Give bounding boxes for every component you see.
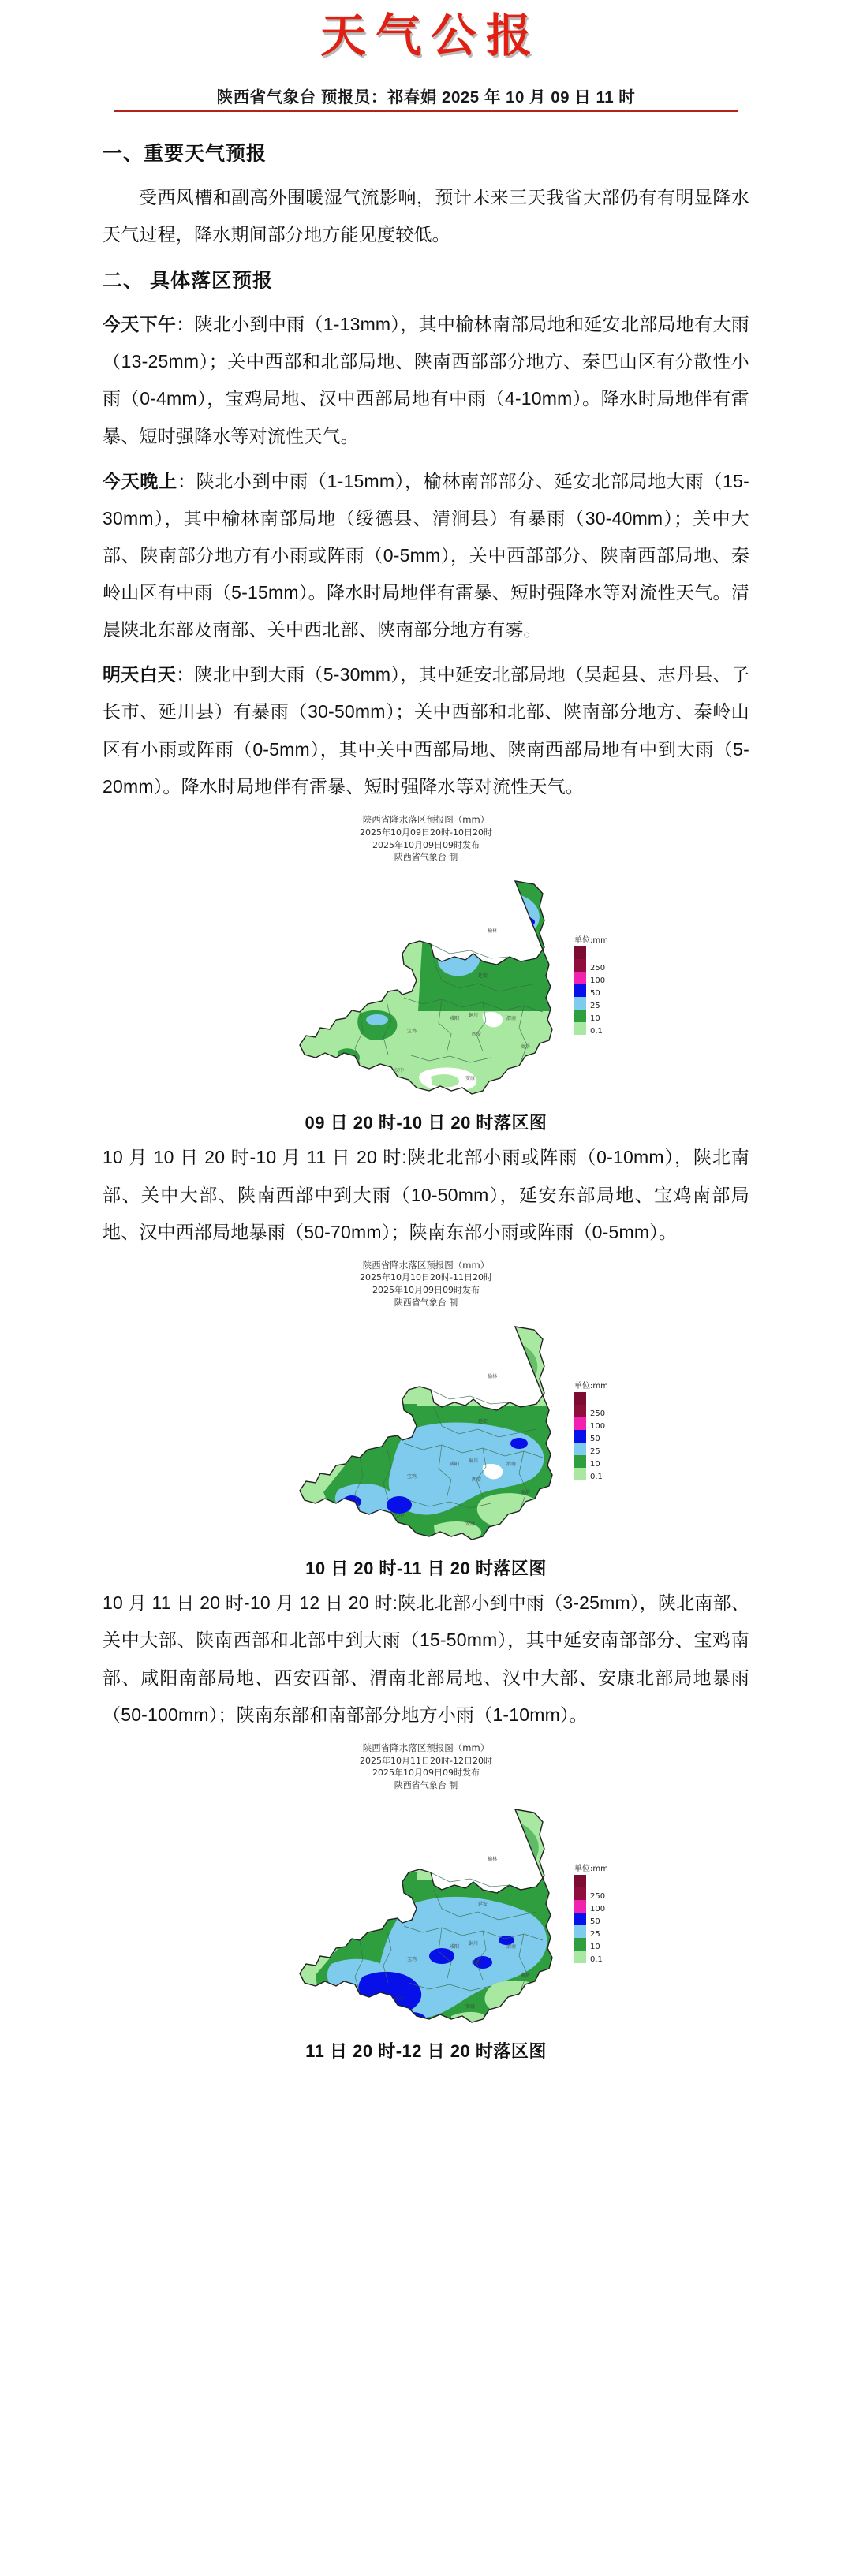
svg-text:安康: 安康 (465, 1076, 476, 1082)
legend-swatch-250-2 (574, 1405, 606, 1419)
precip-map-canvas-1 (205, 865, 647, 1102)
legend-label-100-3: 100 (590, 1905, 606, 1914)
map-header-line3-2: 2025年10月09日09时发布 (372, 1285, 480, 1296)
precip-map-canvas-3 (205, 1794, 647, 2030)
map-caption-1: 09 日 20 时-10 日 20 时落区图 (305, 1113, 547, 1133)
legend-label-01-2: 0.1 (590, 1473, 603, 1482)
legend-colorbar-1 (574, 946, 606, 1036)
map-header-line3-1: 2025年10月09日09时发布 (372, 839, 480, 850)
legend-label-25-1: 25 (590, 1002, 600, 1011)
legend-swatch-100-3 (574, 1900, 606, 1914)
svg-text:铜川: 铜川 (468, 1941, 479, 1947)
forecast-paragraph-tomorrow-daytime (103, 656, 749, 805)
forecast-lead-this-afternoon: 今天下午 (103, 314, 177, 335)
forecast-body-tonight: ：陕北小到中雨（1-15mm），榆林南部部分、延安北部局地大雨（15-30mm），其中榆林南部局地（绥德县、清涧县）有暴雨（30-40mm）；关中大部、陕南部分地方有小雨或阵雨（0-5mm），关中西部部分、陕南西部局地、秦岭山区有中雨（5-15mm）。降水时局地伴有雷暴、短时强降水等对流性天气。清晨陕北东部及南部、关中西北部、陕南部分地方有雾。 (103, 470, 749, 640)
legend-swatch-25-2 (574, 1443, 600, 1457)
svg-text:西安: 西安 (471, 1477, 482, 1484)
legend-swatch-01-2 (574, 1468, 603, 1482)
legend-swatch-01-3 (574, 1951, 603, 1965)
legend-label-10-2: 10 (590, 1460, 600, 1469)
legend-swatch-100-1 (574, 972, 606, 986)
map-header-2 (103, 1259, 749, 1309)
legend-colorbar-3 (574, 1875, 606, 1965)
forecast-lead-tomorrow-daytime: 明天白天 (103, 664, 177, 685)
map-header-3 (103, 1742, 749, 1792)
map-header-1 (103, 813, 749, 864)
map-legend-1 (574, 933, 636, 1035)
map-header-line4-2: 陕西省气象台 制 (394, 1297, 458, 1309)
map-caption-2: 10 日 20 时-11 日 20 时落区图 (305, 1559, 547, 1579)
outlook-paragraph-day2: 10 月 10 日 20 时-10 月 11 日 20 时:陕北北部小雨或阵雨（0-10mm），陕北南部、关中大部、陕南西部中到大雨（10-50mm），延安东部局地、宝鸡南部局地、汉中西部局地暴雨（50-70mm）；陕南东部小雨或阵雨（0-5mm）。 (103, 1147, 749, 1242)
legend-swatch-top-2 (574, 1392, 586, 1405)
svg-text:汉中: 汉中 (394, 1068, 405, 1074)
forecast-paragraph-tonight (103, 463, 749, 649)
forecast-body-this-afternoon: ：陕北小到中雨（1-13mm），其中榆林南部局地和延安北部局地有大雨（13-25mm）；关中西部和北部局地、陕南西部部分地方、秦巴山区有分散性小雨（0-4mm），宝鸡局地、汉中西部局地有中雨（4-10mm）。降水时局地伴有雷暴、短时强降水等对流性天气。 (103, 314, 749, 446)
legend-swatch-50-1 (574, 984, 600, 999)
legend-label-10-3: 10 (590, 1943, 600, 1952)
legend-swatch-50-2 (574, 1430, 600, 1444)
legend-swatch-top-1 (574, 946, 586, 959)
map-legend-3 (574, 1861, 636, 1963)
svg-text:商洛: 商洛 (520, 1490, 531, 1496)
svg-text:渭南: 渭南 (506, 1016, 517, 1022)
svg-text:渭南: 渭南 (506, 1944, 517, 1951)
svg-text:榆林: 榆林 (487, 928, 498, 935)
svg-text:宝鸡: 宝鸡 (406, 1474, 417, 1480)
legend-swatch-25-1 (574, 997, 600, 1011)
precip-map-figure-2 (103, 1259, 749, 1580)
precip-map-figure-3 (103, 1742, 749, 2063)
legend-label-01-3: 0.1 (590, 1955, 603, 1965)
legend-unit-label-2: 单位:mm (574, 1382, 608, 1391)
svg-text:安康: 安康 (465, 1521, 476, 1528)
svg-text:榆林: 榆林 (487, 1857, 498, 1863)
legend-label-250-2: 250 (590, 1409, 606, 1419)
legend-swatch-10-3 (574, 1938, 600, 1952)
legend-swatch-10-1 (574, 1010, 600, 1024)
forecast-lead-tonight: 今天晚上 (103, 470, 178, 491)
legend-swatch-25-3 (574, 1925, 600, 1939)
precip-map-figure-1 (103, 813, 749, 1134)
forecast-body-tomorrow-daytime: ：陕北中到大雨（5-30mm），其中延安北部局地（吴起县、志丹县、子长市、延川县）有暴雨（30-50mm）；关中西部和北部、陕南部分地方、秦岭山区有小雨或阵雨（0-5mm），其中关中西部局地、陕南西部局地有中到大雨（5-20mm）。降水时局地伴有雷暴、短时强降水等对流性天气。 (103, 664, 749, 797)
legend-swatch-50-3 (574, 1913, 600, 1927)
byline-text: 陕西省气象台 预报员：祁春娟 2025 年 10 月 09 日 11 时 (216, 88, 636, 106)
svg-text:商洛: 商洛 (520, 1973, 531, 1979)
map-header-line4-1: 陕西省气象台 制 (394, 852, 458, 863)
title-block (0, 0, 852, 66)
byline-block (114, 84, 738, 112)
svg-text:咸阳: 咸阳 (449, 1016, 460, 1022)
legend-label-25-3: 25 (590, 1930, 600, 1939)
map-header-line2-2: 2025年10月10日20时-11日20时 (360, 1272, 492, 1283)
legend-label-100-1: 100 (590, 976, 606, 986)
legend-unit-label-1: 单位:mm (574, 936, 608, 946)
outlook-paragraph-day3: 10 月 11 日 20 时-10 月 12 日 20 时:陕北北部小到中雨（3-25mm），陕北南部、关中大部、陕南西部和北部中到大雨（15-50mm），其中延安南部部分、宝鸡南部、咸阳南部局地、西安西部、渭南北部局地、汉中大部、安康北部局地暴雨（50-100mm）；陕南东部和南部部分地方小雨（1-10mm）。 (103, 1592, 749, 1725)
legend-label-25-2: 25 (590, 1447, 600, 1457)
map-header-line2-1: 2025年10月09日20时-10日20时 (360, 827, 492, 838)
svg-text:宝鸡: 宝鸡 (406, 1957, 417, 1963)
legend-label-50-2: 50 (590, 1435, 600, 1444)
svg-text:商洛: 商洛 (520, 1044, 531, 1051)
svg-text:铜川: 铜川 (468, 1458, 479, 1465)
svg-text:渭南: 渭南 (506, 1462, 517, 1468)
svg-text:延安: 延安 (477, 1902, 488, 1908)
important-forecast-paragraph: 受西风槽和副高外围暖湿气流影响，预计未来三天我省大部仍有有明显降水天气过程，降水期间部分地方能见度较低。 (103, 186, 749, 245)
svg-text:宝鸡: 宝鸡 (406, 1029, 417, 1035)
legend-label-50-3: 50 (590, 1917, 600, 1927)
svg-text:汉中: 汉中 (394, 1996, 405, 2003)
legend-label-250-3: 250 (590, 1892, 606, 1902)
svg-text:咸阳: 咸阳 (449, 1462, 460, 1468)
legend-swatch-250-3 (574, 1887, 606, 1902)
svg-text:西安: 西安 (471, 1032, 482, 1038)
legend-unit-label-3: 单位:mm (574, 1865, 608, 1874)
map-header-line1-1: 陕西省降水落区预报图（mm） (362, 813, 490, 825)
map-header-line3-3: 2025年10月09日09时发布 (372, 1768, 480, 1779)
legend-swatch-top-3 (574, 1875, 586, 1887)
legend-colorbar-2 (574, 1392, 606, 1482)
precip-map-canvas-2 (205, 1311, 647, 1547)
svg-text:汉中: 汉中 (394, 1514, 405, 1520)
legend-swatch-250-1 (574, 959, 606, 973)
legend-swatch-01-1 (574, 1022, 603, 1036)
section-heading-detailed-forecast: 二、 具体落区预报 (103, 270, 273, 293)
legend-label-01-1: 0.1 (590, 1027, 603, 1036)
svg-text:延安: 延安 (477, 1419, 488, 1425)
svg-text:西安: 西安 (471, 1960, 482, 1966)
map-header-line1-3: 陕西省降水落区预报图（mm） (362, 1742, 490, 1753)
legend-label-50-1: 50 (590, 989, 600, 999)
svg-text:延安: 延安 (477, 973, 488, 980)
bulletin-content (103, 112, 749, 2063)
svg-text:榆林: 榆林 (487, 1374, 498, 1380)
section-heading-important-forecast: 一、重要天气预报 (103, 142, 267, 165)
map-legend-2 (574, 1379, 636, 1480)
legend-label-10-1: 10 (590, 1014, 600, 1024)
svg-text:安康: 安康 (465, 2004, 476, 2010)
svg-text:咸阳: 咸阳 (449, 1944, 460, 1951)
map-header-line2-3: 2025年10月11日20时-12日20时 (360, 1755, 492, 1766)
svg-text:铜川: 铜川 (468, 1013, 479, 1019)
legend-label-100-2: 100 (590, 1422, 606, 1432)
legend-swatch-10-2 (574, 1455, 600, 1469)
map-header-line1-2: 陕西省降水落区预报图（mm） (362, 1259, 490, 1271)
page-title: 天气公报 (320, 10, 541, 62)
legend-label-250-1: 250 (590, 964, 606, 973)
map-header-line4-3: 陕西省气象台 制 (394, 1780, 458, 1791)
map-caption-3: 11 日 20 时-12 日 20 时落区图 (305, 2041, 547, 2062)
legend-swatch-100-2 (574, 1417, 606, 1432)
forecast-paragraph-this-afternoon (103, 306, 749, 455)
